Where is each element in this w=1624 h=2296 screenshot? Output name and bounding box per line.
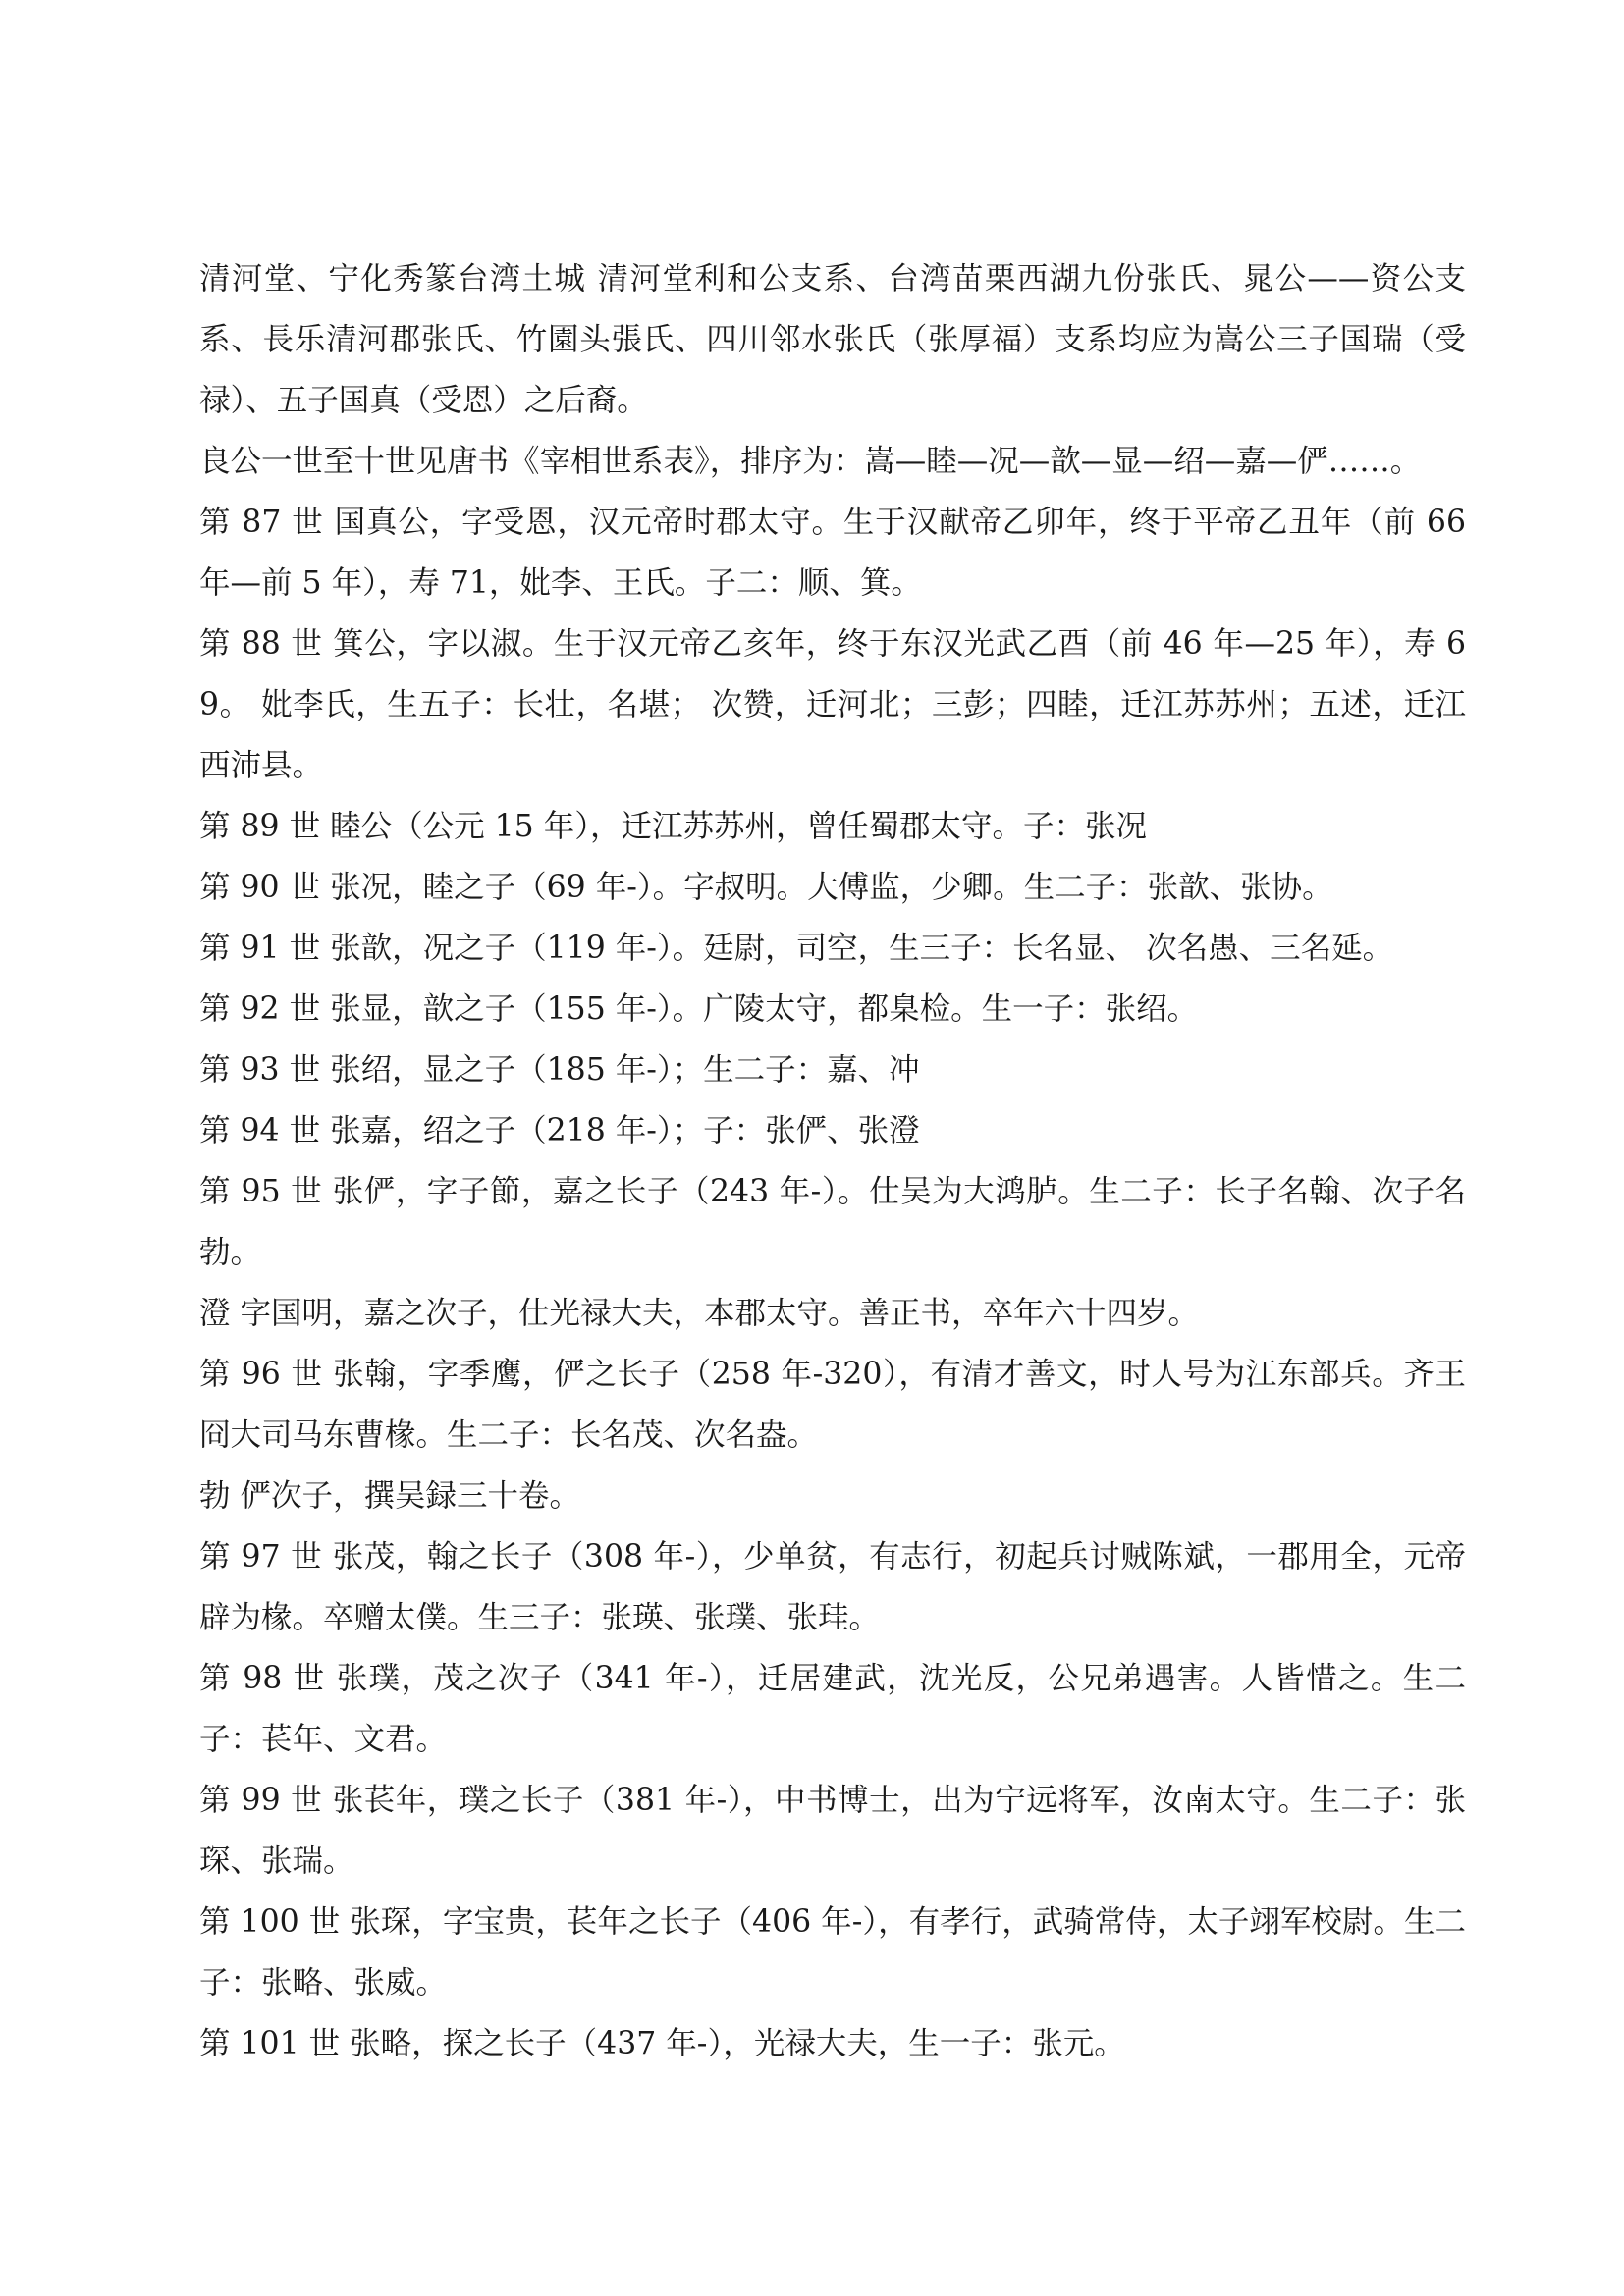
paragraph-generation-95: 第 95 世 张俨，字子節，嘉之长子（243 年-）。仕吴为大鸿胪。生二子：长子名翰、次子名勃。: [199, 1174, 1466, 1270]
paragraph-generation-101: 第 101 世 张略，探之长子（437 年-），光禄大夫，生一子：张元。: [199, 2026, 1125, 2061]
paragraph-generation-91: 第 91 世 张歆，况之子（119 年-）。廷尉，司空，生三子：长名显、 次名愚、三名延。: [199, 931, 1394, 966]
paragraph-generation-88: 第 88 世 箕公，字以淑。生于汉元帝乙亥年，终于东汉光武乙酉（前 46 年—25 年），寿 69。 妣李氏，生五子：长壮，名堪； 次赞，迁河北；三彭；四睦，迁江苏苏州；五述，迁江西沛县。: [199, 626, 1466, 783]
paragraph-bo: 勃 俨次子，撰吴録三十卷。: [199, 1478, 581, 1514]
document-body: [199, 248, 1466, 2074]
paragraph-generation-96: 第 96 世 张翰，字季鹰，俨之长子（258 年-320），有清才善文，时人号为江东部兵。齐王冏大司马东曹椽。生二子：长名茂、次名盎。: [199, 1357, 1466, 1453]
paragraph-generation-99: 第 99 世 张苌年，璞之长子（381 年-），中书博士，出为宁远将军，汝南太守。生二子：张琛、张瑞。: [199, 1783, 1466, 1879]
paragraph-lineage-intro: 清河堂、宁化秀篆台湾土城 清河堂利和公支系、台湾苗栗西湖九份张氏、晁公——资公支系、長乐清河郡张氏、竹園头張氏、四川邻水张氏（张厚福）支系均应为嵩公三子国瑞（受禄）、五子国真（受恩）之后裔。: [199, 261, 1466, 418]
paragraph-generation-93: 第 93 世 张绍，显之子（185 年-）；生二子：嘉、冲: [199, 1052, 920, 1088]
paragraph-generation-order: 良公一世至十世见唐书《宰相世系表》，排序为：嵩—睦—况—歆—显—绍—嘉—俨……。: [199, 444, 1422, 479]
paragraph-generation-92: 第 92 世 张显，歆之子（155 年-）。广陵太守，都臬检。生一子：张绍。: [199, 991, 1199, 1027]
paragraph-generation-87: 第 87 世 国真公，字受恩，汉元帝时郡太守。生于汉献帝乙卯年，终于平帝乙丑年（前 66 年—前 5 年），寿 71，妣李、王氏。子二：顺、箕。: [199, 505, 1466, 601]
paragraph-generation-100: 第 100 世 张琛，字宝贵，苌年之长子（406 年-），有孝行，武骑常侍，太子翊军校尉。生二子：张略、张威。: [199, 1904, 1466, 2001]
paragraph-generation-90: 第 90 世 张况，睦之子（69 年-）。字叔明。大傅监，少卿。生二子：张歆、张协。: [199, 870, 1333, 905]
paragraph-generation-94: 第 94 世 张嘉，绍之子（218 年-）；子：张俨、张澄: [199, 1113, 920, 1148]
paragraph-generation-97: 第 97 世 张茂，翰之长子（308 年-），少单贫，有志行，初起兵讨贼陈斌，一郡用全，元帝辟为椽。卒赠太僕。生三子：张瑛、张璞、张珪。: [199, 1539, 1466, 1635]
paragraph-generation-89: 第 89 世 睦公（公元 15 年），迁江苏苏州，曾任蜀郡太守。子：张况: [199, 809, 1147, 844]
paragraph-cheng: 澄 字国明，嘉之次子，仕光禄大夫，本郡太守。善正书，卒年六十四岁。: [199, 1296, 1200, 1331]
paragraph-generation-98: 第 98 世 张璞，茂之次子（341 年-），迁居建武，沈光反，公兄弟遇害。人皆惜之。生二子：苌年、文君。: [199, 1661, 1466, 1757]
